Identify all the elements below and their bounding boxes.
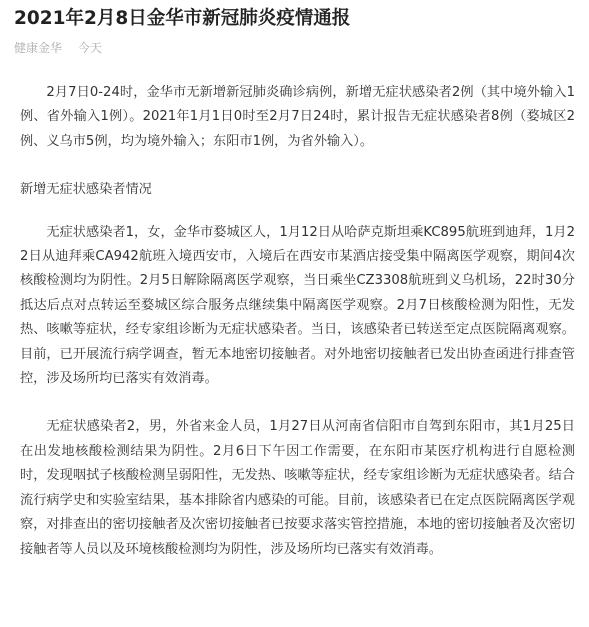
article-meta <box>14 40 581 56</box>
article-title: 2021年2月8日金华市新冠肺炎疫情通报 <box>14 8 351 29</box>
source-account-link[interactable]: 健康金华 <box>14 41 63 55</box>
case-2-paragraph: 无症状感染者2，男，外省来金人员，1月27日从河南省信阳市自驾到东阳市，其1月25日在出发地核酸检测结果为阴性。2月6日下午因工作需要，在东阳市某医疗机构进行自愿检测时，发现咽拭子核酸检测呈弱阳性，无发热、咳嗽等症状，经专家组诊断为无症状感染者。结合流行病学史和实验室结果，基本排除省内感染的可能。目前，该感染者已在定点医院隔离医学观察，对排查出的密切接触者及次密切接触者已按要求落实管控措施，本地的密切接触者及次密切接触者等人员以及环境核酸检测均为阴性，涉及场所均已落实有效消毒。 <box>20 419 575 557</box>
article-body <box>14 81 581 562</box>
section-heading: 新增无症状感染者情况 <box>20 182 152 198</box>
publish-date: 今天 <box>77 41 102 55</box>
case-1-paragraph: 无症状感染者1，女，金华市婺城区人，1月12日从哈萨克斯坦乘KC895航班到迪拜，1月22日从迪拜乘CA942航班入境西安市，入境后在西安市某酒店接受集中隔离医学观察，期间4次核酸检测均为阴性。2月5日解除隔离医学观察，当日乘坐CZ3308航班到义乌机场，22时30分抵达后点对点转运至婺城区综合服务点继续集中隔离医学观察。2月7日核酸检测为阳性，无发热、咳嗽等症状，经专家组诊断为无症状感染者。当日，该感染者已转送至定点医院隔离观察。目前，已开展流行病学调查，暂无本地密切接触者。对外地密切接触者已发出协查函进行排查管控，涉及场所均已落实有效消毒。 <box>20 224 575 387</box>
summary-paragraph: 2月7日0-24时，金华市无新增新冠肺炎确诊病例，新增无症状感染者2例（其中境外输入1例、省外输入1例）。2021年1月1日0时至2月7日24时，累计报告无症状感染者8例（婺城区2例、义乌市5例，均为境外输入；东阳市1例，为省外输入）。 <box>20 85 575 149</box>
